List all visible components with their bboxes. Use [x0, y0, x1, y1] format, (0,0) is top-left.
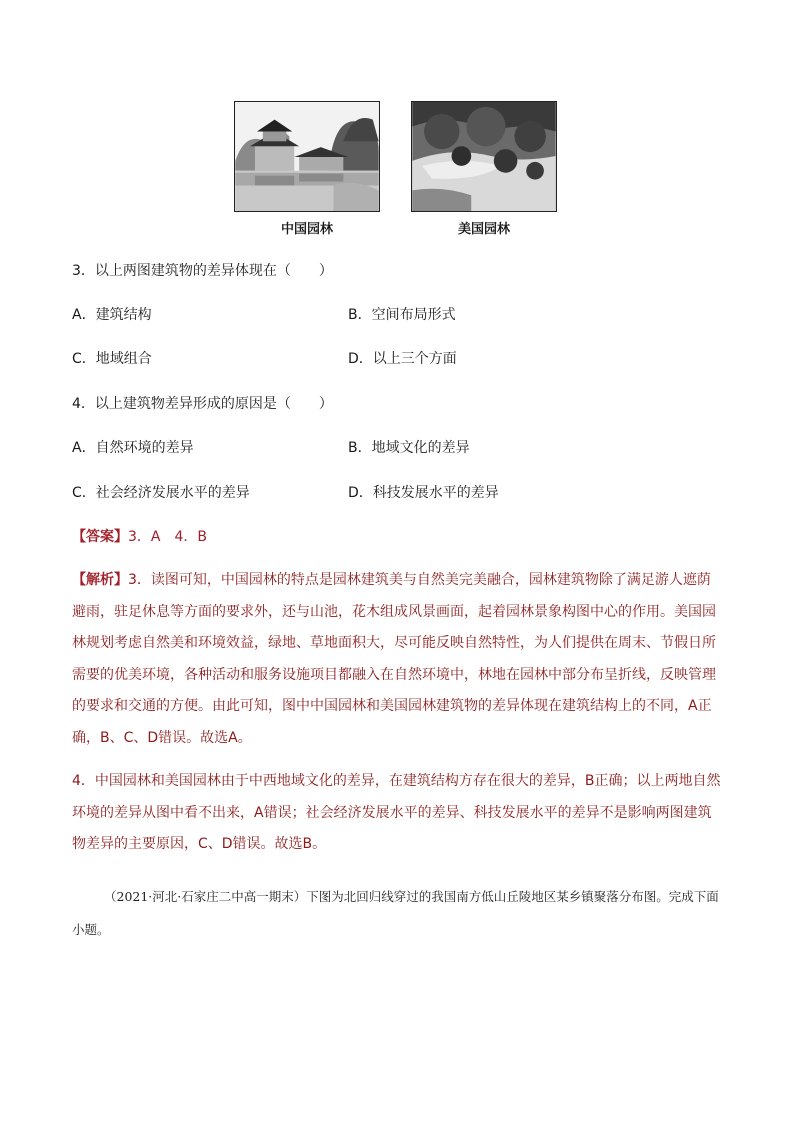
american-garden-image [412, 102, 556, 211]
answer-text: 3．A 4．B [128, 529, 207, 545]
q3-option-d: D．以上三个方面 [348, 351, 457, 367]
answer-line [72, 526, 207, 546]
american-garden-caption: 美国园林 [457, 222, 510, 237]
analysis-paragraph-2: 4．中国园林和美国园林由于中西地域文化的差异，在建筑结构方存在很大的差异，B正确；以上两地自然环境的差异从图中看不出来，A错误；社会经济发展水平的差异、科技发展水平的差异不是影响两图建筑物差异的主要原因，C、D错误。故选B。 [72, 773, 721, 852]
q3-option-c: C．地域组合 [72, 351, 152, 367]
q4-option-c: C．社会经济发展水平的差异 [72, 485, 250, 501]
q4-option-a: A．自然环境的差异 [72, 440, 194, 456]
chinese-garden-caption: 中国园林 [280, 222, 333, 237]
analysis-text-1: 3．读图可知，中国园林的特点是园林建筑美与自然美完美融合，园林建筑物除了满足游人遮荫避雨，驻足休息等方面的要求外，还与山池，花木组成风景画面，起着园林景象构图中心的作用。美国园林规划考虑自然美和环境效益，绿地、草地面积大，尽可能反映自然特性，为人们提供在周末、节假日所需要的优美环境，各种活动和服务设施项目都融入在自然环境中，林地在园林中部分布呈折线，反映管理的要求和交通的方便。由此可知，图中中国园林和美国园林建筑物的差异体现在建筑结构上的不同，A正确，B、C、D错误。故选A。 [72, 572, 716, 746]
question-3-stem: 3．以上两图建筑物的差异体现在（ ） [72, 263, 333, 279]
analysis-paragraph-1 [72, 565, 722, 754]
q3-option-a: A．建筑结构 [72, 307, 152, 323]
chinese-garden-image [235, 102, 379, 211]
question-4-stem: 4．以上建筑物差异形成的原因是（ ） [72, 396, 333, 412]
q4-option-b: B．地域文化的差异 [348, 440, 470, 456]
analysis-tag: 【解析】 [72, 572, 128, 588]
answer-tag: 【答案】 [72, 529, 128, 545]
chinese-garden-photo [234, 101, 380, 212]
q4-option-d: D．科技发展水平的差异 [348, 485, 499, 501]
american-garden-photo [411, 101, 557, 212]
q3-option-b: B．空间布局形式 [348, 307, 456, 323]
source-passage: （2021·河北·石家庄二中高一期末）下图为北回归线穿过的我国南方低山丘陵地区某乡镇聚落分布图。完成下面小题。 [72, 889, 719, 937]
